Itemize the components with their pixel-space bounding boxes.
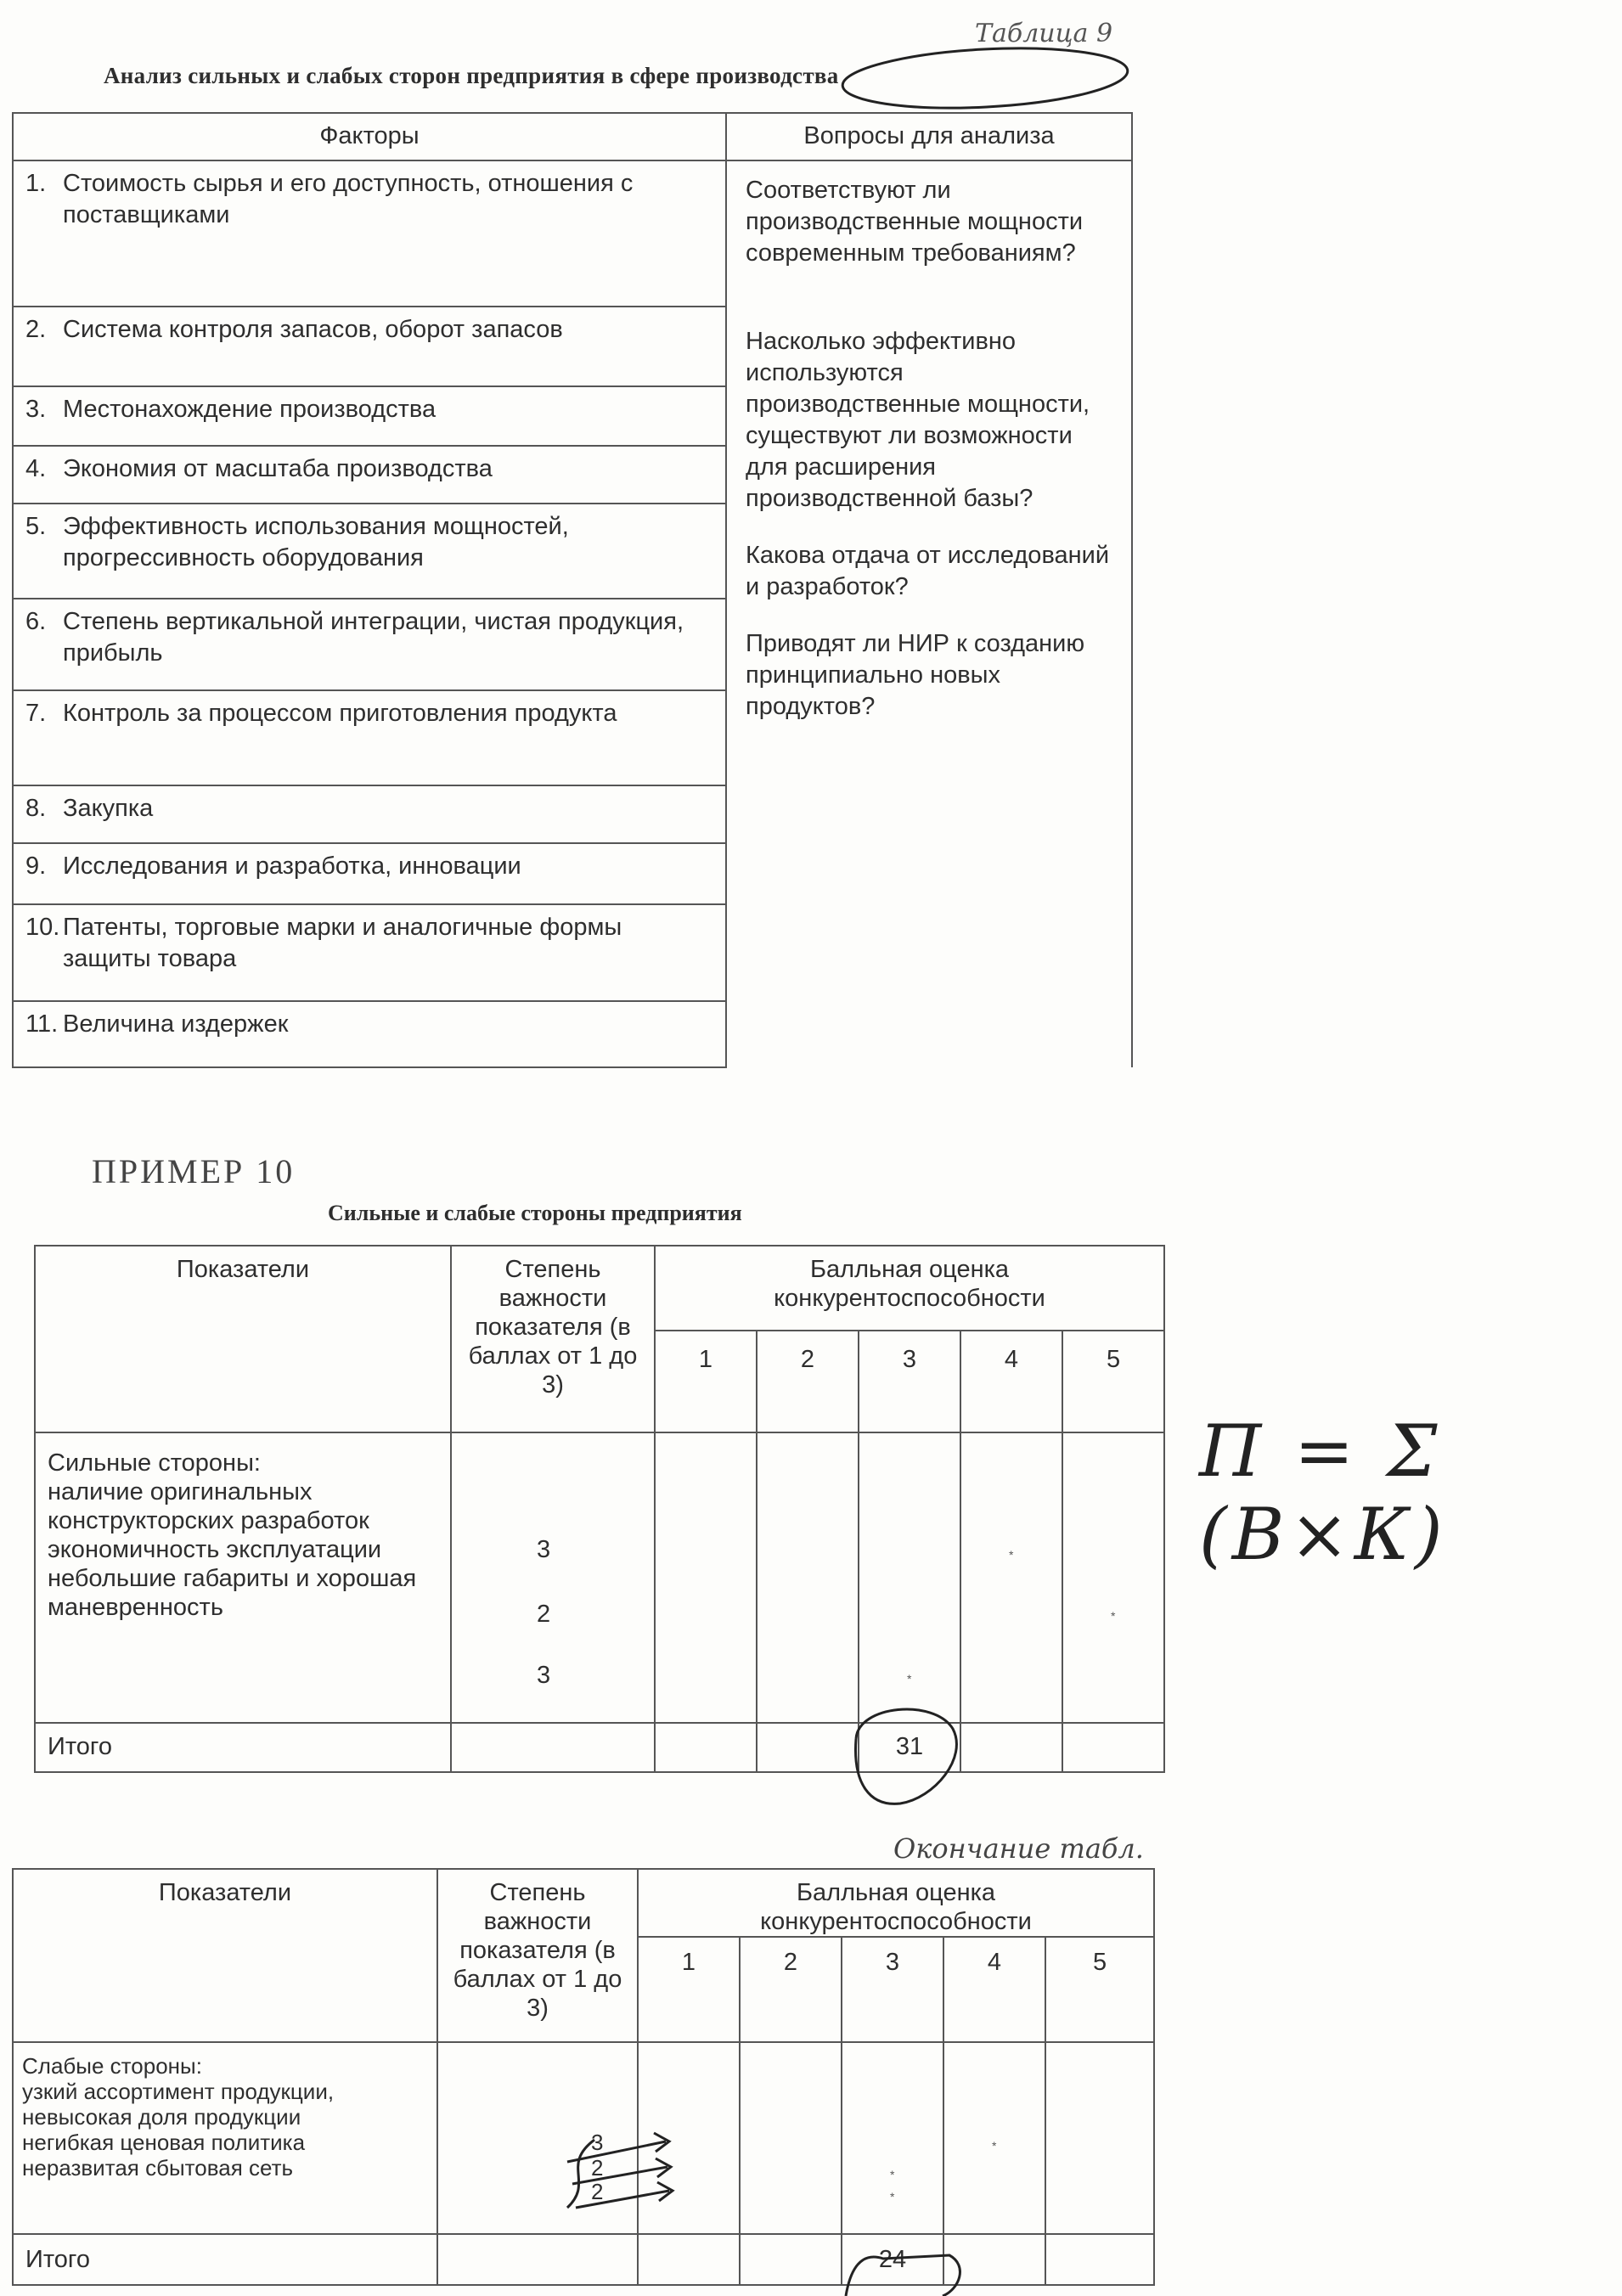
question-item: Соответствуют ли производственные мощности современным требованиям? [746,177,1084,267]
score-mark: * [1111,1609,1116,1623]
factor-row: 10. Патенты, торговые марки и аналогичные формы защиты товара [13,904,726,1001]
question-item: Приводят ли НИР к созданию принципиально новых продуктов? [746,630,1085,720]
table1-title: Анализ сильных и слабых сторон предприятия в сфере производства [104,63,839,88]
total-value: 24 [842,2234,943,2285]
factor-row: 11. Величина издержек [13,1001,726,1067]
column-header-importance: Степень важности показателя (в баллах от 1 до 3) [451,1246,655,1432]
factor-row: 2. Система контроля запасов, оборот запасов [13,307,726,386]
factor-row: 7. Контроль за процессом приготовления продукта [13,690,726,785]
score-col-header: 3 [842,1937,943,2042]
table-number-label: Таблица 9 [975,19,1113,48]
score-col-header: 1 [638,1937,740,2042]
list-item: небольшие габариты и хорошая маневренность [48,1565,417,1621]
score-mark: * [992,2139,997,2152]
factor-row: 4. Экономия от масштаба производства [13,446,726,504]
score-mark: * [907,1672,912,1685]
question-item: Какова отдача от исследований и разработок? [746,542,1110,600]
factor-row: 3. Местонахождение производства [13,386,726,446]
importance-value: 3 [591,2130,604,2155]
factor-row: 6. Степень вертикальной интеграции, чистая продукция, прибыль [13,599,726,690]
score-col-header: 5 [1062,1331,1164,1432]
score-col-header: 2 [740,1937,842,2042]
total-label: Итого [13,2234,437,2285]
group-label: Сильные стороны: [48,1449,261,1477]
question-item: Насколько эффективно используются производственные мощности, существуют ли возможности для расширения производственной базы? [746,328,1090,512]
continuation-label: Окончание табл. [893,1832,1144,1865]
score-col-header: 3 [859,1331,960,1432]
total-label: Итого [35,1723,451,1772]
column-header-factors: Факторы [13,113,726,160]
score-col-header: 4 [943,1937,1045,2042]
score-col-header: 5 [1045,1937,1154,2042]
column-header-indicators: Показатели [35,1246,451,1432]
column-header-indicators: Показатели [13,1869,437,2042]
example-heading: ПРИМЕР 10 [92,1152,296,1190]
factor-row: 5. Эффективность использования мощностей, прогрессивность оборудования [13,504,726,599]
list-item: неразвитая сбытовая сеть [22,2155,294,2181]
column-header-score: Балльная оценка конкурентоспособности [655,1246,1164,1331]
factor-row: 9. Исследования и разработка, инновации [13,843,726,904]
importance-value: 2 [537,1601,551,1628]
list-item: наличие оригинальных конструкторских разработок [48,1478,369,1534]
total-value: 31 [859,1723,960,1772]
example-title: Сильные и слабые стороны предприятия [328,1201,742,1225]
score-col-header: 4 [960,1331,1062,1432]
column-header-importance: Степень важности показателя (в баллах от 1 до 3) [437,1869,638,2042]
list-item: экономичность эксплуатации [48,1536,382,1563]
importance-value: 3 [537,1536,551,1563]
list-item: узкий ассортимент продукции, невысокая доля продукции [22,2079,335,2130]
importance-value: 2 [591,2155,604,2181]
factor-row: 8. Закупка [13,785,726,843]
importance-value: 3 [537,1662,551,1689]
score-mark: * [890,2168,895,2181]
score-col-header: 2 [757,1331,859,1432]
score-mark: * [890,2190,895,2203]
score-mark: * [1009,1548,1014,1562]
handwritten-formula: П = Σ (В×К) [1199,1410,1448,1576]
list-item: негибкая ценовая политика [22,2130,306,2155]
column-header-score: Балльная оценка конкурентоспособности [638,1869,1154,1937]
importance-value: 2 [591,2179,604,2204]
group-label: Слабые стороны: [22,2053,202,2079]
factor-row: 1. Стоимость сырья и его доступность, отношения с поставщиками [13,160,726,307]
score-col-header: 1 [655,1331,757,1432]
column-header-questions: Вопросы для анализа [726,113,1132,160]
